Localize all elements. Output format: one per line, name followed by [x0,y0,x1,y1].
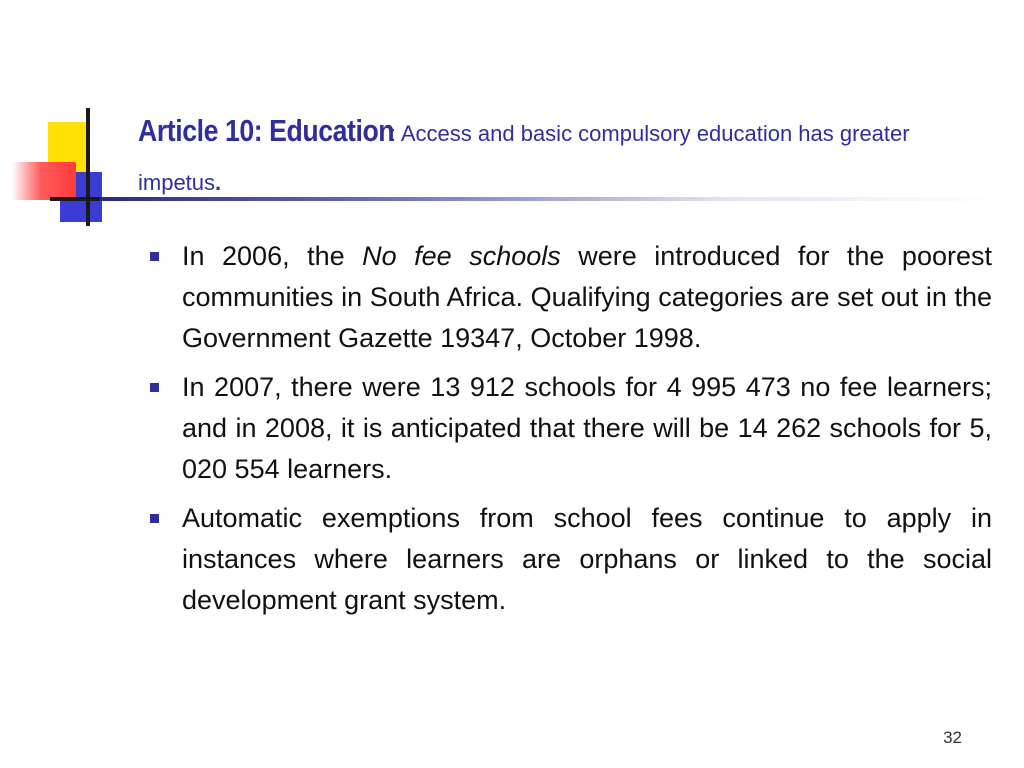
bullet-text-before: In 2006, the [182,241,363,271]
bullet-list [150,236,992,629]
slide-title [138,108,998,209]
bullet-item [150,367,992,490]
square-bullet-icon [150,252,159,261]
decorative-logo [0,0,160,240]
bullet-emphasis: No fee schools [362,241,561,271]
title-main: Article 10: Education [138,113,395,148]
bullet-item [150,498,992,621]
title-subtitle: : Access and basic compulsory education has greater impetus [138,121,910,195]
bullet-item [150,236,992,359]
page-number: 32 [943,728,962,747]
red-gradient-shape [12,162,76,200]
square-bullet-icon [150,514,159,523]
bullet-text-after: were introduced for the poorest communities in South Africa. Qualifying categories are set out in the Government Gazette 19347, October 1998. [182,241,992,353]
bullet-text: In 2007, there were 13 912 schools for 4 995 473 no fee learners; and in 2008, it is anticipated that there will be 14 262 schools for 5, 020 554 learners. [182,372,992,484]
bullet-text: Automatic exemptions from school fees continue to apply in instances where learners are orphans or linked to the social development grant system. [182,503,992,615]
vertical-line-shape [86,108,90,226]
square-bullet-icon [150,383,159,392]
title-period: . [215,170,222,195]
